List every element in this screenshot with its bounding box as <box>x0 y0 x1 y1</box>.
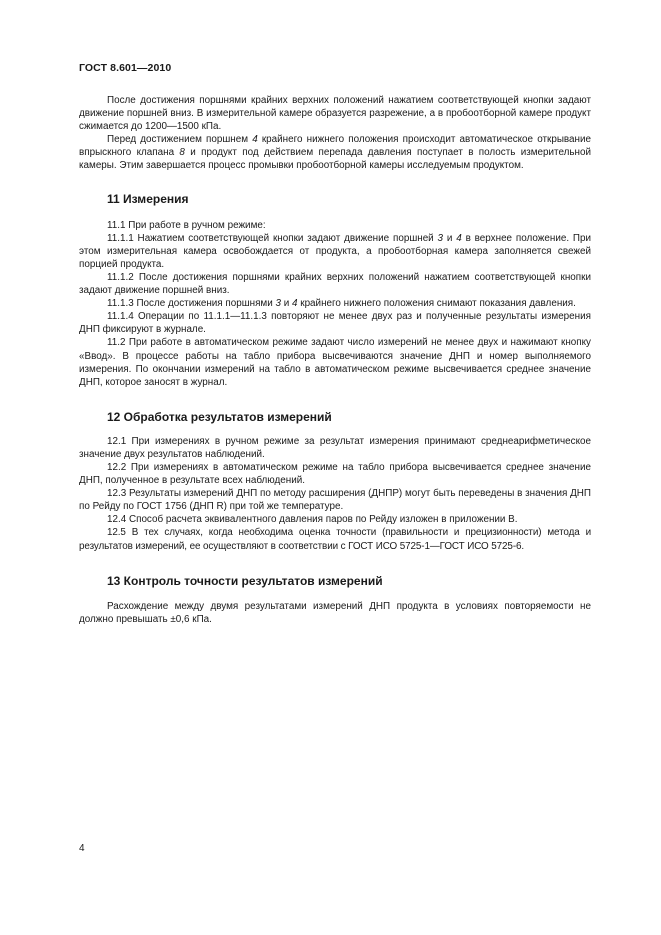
clause-12-4: 12.4 Способ расчета эквивалентного давления паров по Рейду изложен в приложении В. <box>107 514 518 526</box>
clause-12-5: 12.5 В тех случаях, когда необходима оценка точности (правильности и прецизионности) метода и результатов измерений, ее осуществляют в соответствии с ГОСТ ИСО 5725-1—ГОСТ ИСО 5725-6. <box>79 527 591 552</box>
page-number: 4 <box>79 843 85 854</box>
text-run: крайнего нижнего положения происходит автоматическое открывание впрыскного клапана <box>79 134 592 159</box>
section-11-heading: 11 Измерения <box>107 191 189 206</box>
text-run: 11.1.1 Нажатием соответствующей кнопки задают движение поршней <box>107 232 438 244</box>
text-run: и <box>443 232 457 244</box>
text-run: Перед достижением поршнем <box>107 134 253 146</box>
section-13-heading: 13 Контроль точности результатов измерений <box>107 573 383 588</box>
paragraph: Расхождение между двумя результатами измерений ДНП продукта в условиях повторяемости не должно превышать ±0,6 кПа. <box>79 600 591 625</box>
clause-12-3: 12.3 Результаты измерений ДНП по методу расширения (ДНПР) могут быть переведены в значения ДНП по Рейду по ГОСТ 1756 (ДНП R) при той же температуре. <box>79 488 591 513</box>
clause-12-1: 12.1 При измерениях в ручном режиме за результат измерения принимают среднеарифметическое значение двух результатов наблюдений. <box>79 435 591 460</box>
paragraph <box>79 133 591 172</box>
italic-ref: 4 <box>456 232 462 244</box>
text-run: крайнего нижнего положения снимают показания давления. <box>297 298 576 310</box>
italic-ref: 4 <box>292 298 298 310</box>
page-body <box>79 94 591 626</box>
text-run: 11.1.3 После достижения поршнями <box>107 298 276 310</box>
clause-11-1-4: 11.1.4 Операции по 11.1.1—11.1.3 повторяют не менее двух раз и полученные результаты измерения ДНП фиксируют в журнале. <box>79 311 591 336</box>
clause-11-1-1 <box>79 232 591 271</box>
clause-12-2: 12.2 При измерениях в автоматическом режиме на табло прибора высвечивается среднее значение ДНП, полученное в результате всех наблюдений. <box>79 461 591 487</box>
clause-11-2: 11.2 При работе в автоматическом режиме задают число измерений не менее двух и нажимают кнопку «Ввод». В процессе работы на табло прибора высвечиваются значение ДНП и номер выполняемого измерения. По окончании измерений на табло в автоматическом режиме высвечивается среднее значение ДНП, которое заносят в журнал. <box>79 337 591 388</box>
text-run: и продукт под действием перепада давления поступает в полость измерительной камеры. Этим завершается процесс промывки пробоотборной камеры исследуемым продуктом. <box>79 147 591 172</box>
text-run: и <box>280 298 292 310</box>
italic-ref: 3 <box>437 232 444 244</box>
italic-ref: 3 <box>275 298 281 310</box>
text-run: в верхнее положение. При этом измерительная камера освобождается от продукта, а пробоотборная камера заполняется свежей порцией продукта. <box>79 232 592 270</box>
section-12-heading: 12 Обработка результатов измерений <box>107 409 332 424</box>
clause-11-1-2: 11.1.2 После достижения поршнями крайних верхних положений нажатием соответствующей кнопки задают движение поршней вниз. <box>79 271 591 297</box>
clause-11-1-3 <box>79 297 591 310</box>
clause-11-1: 11.1 При работе в ручном режиме: <box>107 219 266 231</box>
italic-ref: 8 <box>179 147 185 159</box>
document-code-header: ГОСТ 8.601—2010 <box>79 62 172 74</box>
paragraph: После достижения поршнями крайних верхних положений нажатием соответствующей кнопки задают движение поршней вниз. В измерительной камере образуется разрежение, а в пробоотборной камере продукт сжимается до 1200—1500 кПа. <box>79 95 591 133</box>
italic-ref: 4 <box>252 134 258 146</box>
